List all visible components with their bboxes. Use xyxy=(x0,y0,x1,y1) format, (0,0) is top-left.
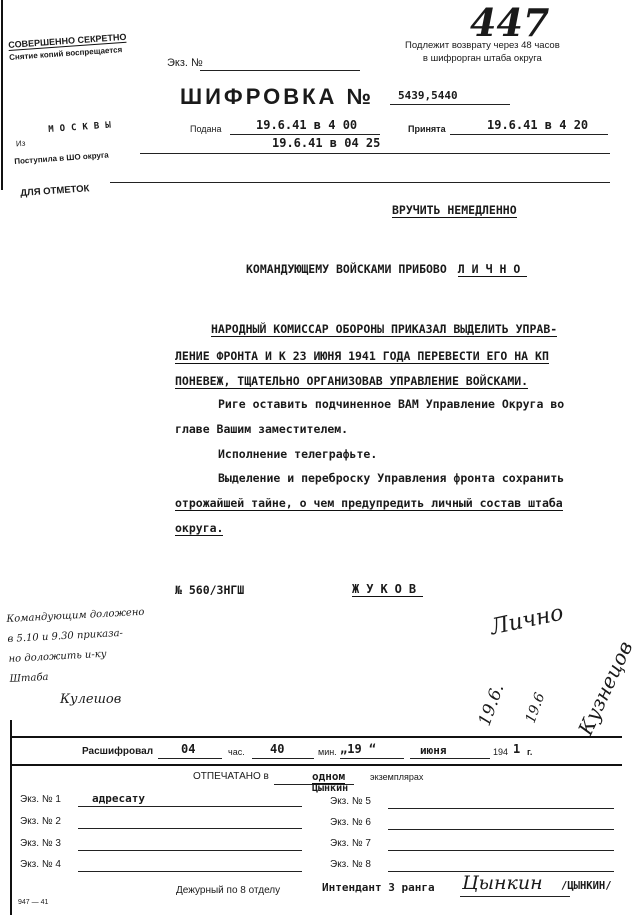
submitted-value: 19.6.41 в 4 00 xyxy=(256,118,358,132)
document-title: ШИФРОВКА № xyxy=(180,84,375,109)
left-border-top xyxy=(1,0,3,190)
printed-name: Цынкин xyxy=(312,783,349,794)
signature-name: ЖУКОВ xyxy=(352,582,424,596)
copy-4-label: Экз. № 4 xyxy=(20,859,61,870)
margin-signature: Кулешов xyxy=(60,692,122,707)
printed-label: ОТПЕЧАТАНО в xyxy=(193,771,269,782)
margin-note-line-4: Штаба xyxy=(9,671,49,685)
copy-2-label: Экз. № 2 xyxy=(20,816,61,827)
decryption-minutes-label: мин. xyxy=(318,747,337,757)
para2-line2: главе Вашим заместителем. xyxy=(175,422,349,436)
printed-suffix: экземплярах xyxy=(370,772,424,782)
para2-line1: Риге оставить подчиненное ВАМ Управление Округа во xyxy=(218,397,565,411)
handwritten-mark-3: 19.6 xyxy=(522,690,549,726)
decryption-day-line xyxy=(340,758,404,759)
received-line xyxy=(450,134,608,135)
printed-count: одном xyxy=(312,770,346,783)
handwritten-mark-2: 19.6. xyxy=(474,681,509,729)
copy-8-label: Экз. № 8 xyxy=(330,859,371,870)
margin-note-line-2: в 5.10 и 9.30 приказа- xyxy=(7,627,124,645)
classification-line-2: Снятие копий воспрещается xyxy=(8,45,123,62)
addressee-personal: ЛИЧНО xyxy=(457,262,528,276)
decryption-bottom-rule xyxy=(10,764,622,766)
received-label: Принята xyxy=(408,124,446,134)
para1-line3: ПОНЕВЕЖ, ТЩАТЕЛЬНО ОРГАНИЗОВАВ УПРАВЛЕНИЕ ВОЙСКАМИ. xyxy=(175,374,529,388)
decryption-day: „19 “ xyxy=(340,742,377,756)
document-number: 5439,5440 xyxy=(398,89,458,102)
duty-signature: Цынкин xyxy=(462,872,543,894)
received-value: 19.6.41 в 4 20 xyxy=(487,118,589,132)
duty-rank: Интендант 3 ранга xyxy=(322,881,435,894)
decryption-hours-line xyxy=(158,758,222,759)
decryption-minutes: 40 xyxy=(270,742,285,756)
copy-1-label: Экз. № 1 xyxy=(20,794,61,805)
copy-5-label: Экз. № 5 xyxy=(330,796,371,807)
left-border-bottom xyxy=(10,720,12,915)
copy-1-value: адресату xyxy=(92,792,145,805)
para4-line1: Выделение и переброску Управления фронта сохранить xyxy=(218,471,565,485)
arrived-value: 19.6.41 в 04 25 xyxy=(272,136,381,150)
decryption-year-prefix: 194 xyxy=(493,747,509,757)
classification-line-1: СОВЕРШЕННО СЕКРЕТНО xyxy=(8,31,127,50)
duty-line xyxy=(460,896,570,897)
notes-label: ДЛЯ ОТМЕТОК xyxy=(20,183,90,199)
duty-label: Дежурный по 8 отделу xyxy=(176,885,281,896)
decryption-hours: 04 xyxy=(181,742,196,756)
reference-number: № 560/ЗНГШ xyxy=(175,583,245,597)
copy-7-line xyxy=(388,850,614,851)
copy-1-line xyxy=(78,806,302,807)
margin-note-line-3: но доложить и-ку xyxy=(8,648,107,665)
from-city: МОСКВЫ xyxy=(48,120,118,135)
para4-line2: отрожайшей тайне, о чем предупредить личный состав штаба xyxy=(175,496,563,510)
submitted-line xyxy=(230,134,380,135)
handwritten-mark-4: Кузнецов xyxy=(573,637,637,739)
copy-4-line xyxy=(78,871,302,872)
handwritten-mark-1: Лично xyxy=(488,600,566,641)
arrived-label: Поступила в ШО округа xyxy=(14,150,109,166)
para1-line1: НАРОДНЫЙ КОМИССАР ОБОРОНЫ ПРИКАЗАЛ ВЫДЕЛИТЬ УПРАВ- xyxy=(211,322,558,336)
decryption-label: Расшифровал xyxy=(82,746,154,757)
para3-line1: Исполнение телеграфьте. xyxy=(218,447,378,461)
decryption-month: июня xyxy=(420,744,447,757)
return-note-line-1: Подлежит возврату через 48 часов xyxy=(405,40,560,51)
decryption-minutes-line xyxy=(252,758,314,759)
copy-6-line xyxy=(388,829,614,830)
margin-note xyxy=(6,603,148,690)
from-prefix: Из xyxy=(15,138,26,149)
notes-line xyxy=(110,182,610,183)
copy-2-line xyxy=(78,828,302,829)
form-code: 947 — 41 xyxy=(18,899,49,906)
copy-5-line xyxy=(388,808,614,809)
submitted-label: Подана xyxy=(190,124,222,134)
margin-note-line-1: Командующим доложено xyxy=(6,606,145,625)
archive-number: 447 xyxy=(470,0,550,45)
return-note-line-2: в шифрорган штаба округа xyxy=(422,53,542,64)
copy-3-line xyxy=(78,850,302,851)
decryption-month-line xyxy=(410,758,490,759)
copy-7-label: Экз. № 7 xyxy=(330,838,371,849)
decryption-year-suffix: 1 xyxy=(513,742,521,756)
copy-6-label: Экз. № 6 xyxy=(330,817,371,828)
copy-line xyxy=(200,70,360,71)
arrived-line xyxy=(140,153,610,154)
copy-label: Экз. № xyxy=(167,57,203,69)
decryption-hours-label: час. xyxy=(228,747,245,757)
addressee-prefix: КОМАНДУЮЩЕМУ ВОЙСКАМИ ПРИБОВО xyxy=(246,262,447,276)
copy-3-label: Экз. № 3 xyxy=(20,838,61,849)
decryption-year-label: г. xyxy=(527,747,533,757)
return-note xyxy=(405,40,560,64)
para4-line3: округа. xyxy=(175,521,224,535)
classification-stamp xyxy=(8,32,128,62)
decryption-top-rule xyxy=(10,736,622,738)
urgent-label: ВРУЧИТЬ НЕМЕДЛЕННО xyxy=(392,203,517,217)
para1-line2: ЛЕНИЕ ФРОНТА И К 23 ИЮНЯ 1941 ГОДА ПЕРЕВЕСТИ ЕГО НА КП xyxy=(175,349,549,363)
duty-name: /ЦЫНКИН/ xyxy=(561,880,612,892)
document-number-line xyxy=(390,104,510,105)
addressee xyxy=(246,262,527,276)
